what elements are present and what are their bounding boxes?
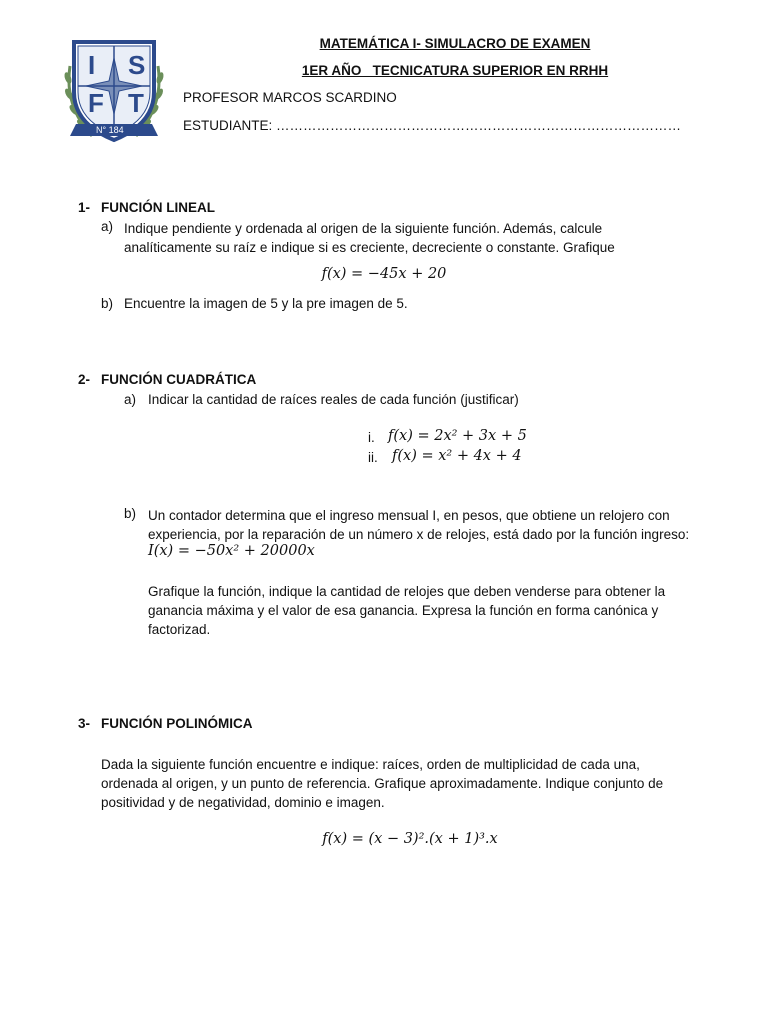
section-2-b2-line-3: factorizad. xyxy=(148,622,211,637)
section-2-ii-label: ii. xyxy=(368,450,378,465)
section-2-a-text: Indicar la cantidad de raíces reales de cada función (justificar) xyxy=(148,392,519,407)
section-2-b2-line-2: ganancia máxima y el valor de esa ganancia. Expresa la función en forma canónica y xyxy=(148,603,659,618)
section-1-title: FUNCIÓN LINEAL xyxy=(101,200,215,215)
section-1-formula: f(x) = −45x + 20 xyxy=(321,266,447,282)
logo-letter-f: F xyxy=(88,88,104,118)
section-3-formula: f(x) = (x − 3)².(x + 1)³.x xyxy=(322,831,498,847)
section-2-b-instructions xyxy=(148,582,738,639)
section-1-number: 1- xyxy=(78,200,91,215)
section-3-line-2: ordenada al origen, y un punto de referencia. Grafique aproximadamente. Indique conjunto de xyxy=(101,776,664,791)
section-2-a-label: a) xyxy=(124,392,137,407)
logo-letter-t: T xyxy=(128,88,144,118)
section-2-b-line-2: experiencia, por la reparación de un número x de relojes, está dado por la función ingreso: xyxy=(148,527,690,542)
section-2-b-formula: I(x) = −50x² + 20000x xyxy=(148,543,315,559)
section-1-b-text: Encuentre la imagen de 5 y la pre imagen de 5. xyxy=(124,296,408,311)
logo-letter-i: I xyxy=(88,50,96,80)
section-1-a-line-1: Indique pendiente y ordenada al origen de la siguiente función. Además, calcule xyxy=(124,221,603,236)
section-1-a-label: a) xyxy=(101,219,114,234)
section-1-a-text xyxy=(124,219,724,257)
section-3-line-1: Dada la siguiente función encuentre e indique: raíces, orden de multiplicidad de cada una, xyxy=(101,757,640,772)
section-2-b-label: b) xyxy=(124,506,137,521)
section-2-b-text xyxy=(148,506,738,544)
section-2-i-formula: f(x) = 2x² + 3x + 5 xyxy=(388,428,527,444)
student-field[interactable]: ESTUDIANTE: ……………………………………………………………………………… xyxy=(183,118,682,133)
logo-badge-number: N° 184 xyxy=(96,125,124,135)
section-3-text xyxy=(101,755,721,812)
section-2-b2-line-1: Grafique la función, indique la cantidad de relojes que deben venderse para obtener la xyxy=(148,584,666,599)
section-3-number: 3- xyxy=(78,716,91,731)
section-3-line-3: positividad y de negatividad, dominio e imagen. xyxy=(101,795,385,810)
section-2-b-line-1: Un contador determina que el ingreso mensual I, en pesos, que obtiene un relojero con xyxy=(148,508,670,523)
section-3-title: FUNCIÓN POLINÓMICA xyxy=(101,716,253,731)
section-2-i-label: i. xyxy=(368,430,375,445)
institution-logo xyxy=(62,36,166,148)
section-2-number: 2- xyxy=(78,372,91,387)
professor-name: PROFESOR MARCOS SCARDINO xyxy=(183,90,397,105)
exam-title: MATEMÁTICA I- SIMULACRO DE EXAMEN xyxy=(319,36,591,51)
section-1-b-label: b) xyxy=(101,296,114,311)
course-title: 1ER AÑO TECNICATURA SUPERIOR EN RRHH xyxy=(301,63,609,78)
section-1-a-line-2: analíticamente su raíz e indique si es creciente, decreciente o constante. Grafique xyxy=(124,240,615,255)
section-2-ii-formula: f(x) = x² + 4x + 4 xyxy=(392,448,522,464)
logo-letter-s: S xyxy=(128,50,146,80)
section-2-title: FUNCIÓN CUADRÁTICA xyxy=(101,372,257,387)
